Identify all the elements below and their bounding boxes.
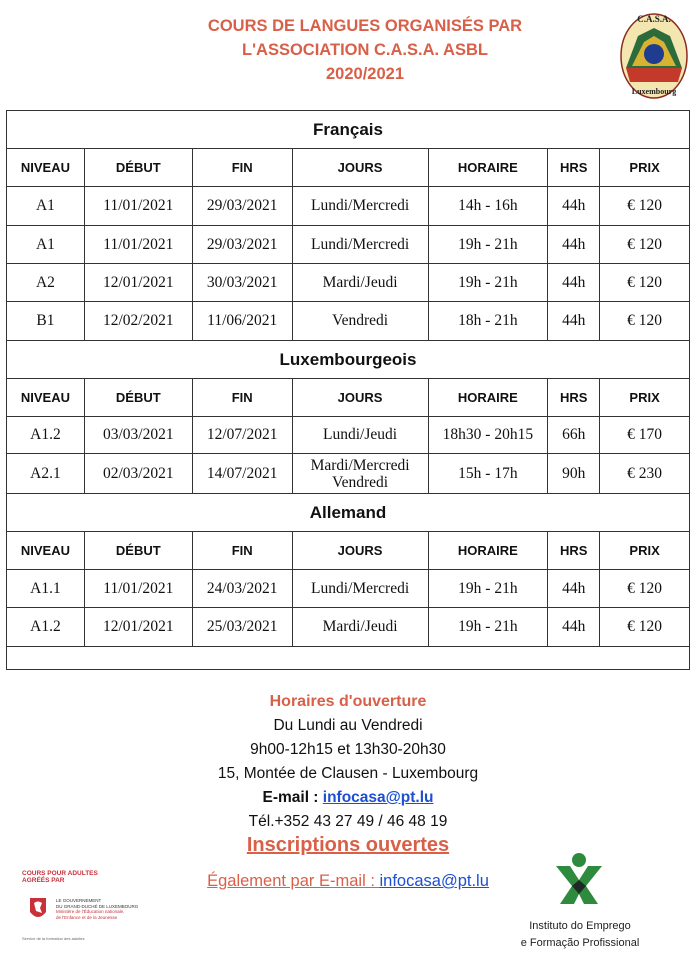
cell-jours-line-1: Mardi/Mercredi (310, 456, 410, 474)
cell-niveau: B1 (7, 302, 85, 341)
casa-logo (618, 8, 690, 100)
col-fin: FIN (192, 532, 292, 570)
cell-debut: 02/03/2021 (84, 454, 192, 494)
col-debut: DÉBUT (84, 149, 192, 187)
table-row (7, 264, 690, 302)
email-label: E-mail : (262, 789, 323, 806)
section-title-francais: Français (7, 111, 690, 149)
col-hrs: HRS (548, 149, 600, 187)
title-line-3: 2020/2021 (326, 65, 404, 83)
cell-horaire: 19h - 21h (428, 608, 548, 647)
cell-debut: 03/03/2021 (84, 417, 192, 454)
government-text (56, 898, 138, 920)
casa-logo-text: C.A.S.A. (637, 14, 671, 24)
col-debut: DÉBUT (84, 379, 192, 417)
cell-prix: € 120 (600, 226, 690, 264)
cell-prix: € 230 (600, 454, 690, 494)
table-row (7, 608, 690, 647)
cell-prix: € 120 (600, 187, 690, 226)
adult-courses-line-2: AGRÉÉS PAR (22, 877, 65, 884)
cell-jours (292, 454, 428, 494)
col-niveau: NIVEAU (7, 532, 85, 570)
cell-debut: 12/02/2021 (84, 302, 192, 341)
iefp-name (500, 918, 660, 952)
table-row (7, 187, 690, 226)
cell-niveau: A1 (7, 187, 85, 226)
gov-line-1: LE GOUVERNEMENT (56, 898, 102, 903)
also-email-label: Également par E-mail : (207, 872, 380, 890)
col-debut: DÉBUT (84, 532, 192, 570)
col-niveau: NIVEAU (7, 149, 85, 187)
cell-horaire: 18h - 21h (428, 302, 548, 341)
email-line (120, 786, 576, 810)
col-niveau: NIVEAU (7, 379, 85, 417)
cell-fin: 14/07/2021 (192, 454, 292, 494)
opening-days: Du Lundi au Vendredi (273, 717, 423, 734)
cell-niveau: A1.2 (7, 417, 85, 454)
cell-prix: € 170 (600, 417, 690, 454)
col-fin: FIN (192, 379, 292, 417)
cell-jours: Lundi/Mercredi (292, 187, 428, 226)
cell-debut: 11/01/2021 (84, 226, 192, 264)
allemand-table (6, 493, 690, 647)
cell-horaire: 14h - 16h (428, 187, 548, 226)
table-row (7, 302, 690, 341)
iefp-logo-icon (548, 848, 610, 910)
col-jours: JOURS (292, 149, 428, 187)
col-jours: JOURS (292, 379, 428, 417)
gov-line-3: Ministère de l'Éducation nationale, (56, 909, 125, 914)
cell-jours: Mardi/Jeudi (292, 264, 428, 302)
table-row (7, 570, 690, 608)
cell-hrs: 44h (548, 264, 600, 302)
section-title-luxembourgeois: Luxembourgeois (7, 341, 690, 379)
cell-horaire: 19h - 21h (428, 264, 548, 302)
cell-debut: 12/01/2021 (84, 608, 192, 647)
cell-jours: Lundi/Mercredi (292, 570, 428, 608)
cell-niveau: A1.2 (7, 608, 85, 647)
title-line-1: COURS DE LANGUES ORGANISÉS PAR (207, 17, 523, 35)
cell-jours: Mardi/Jeudi (292, 608, 428, 647)
cell-niveau: A1 (7, 226, 85, 264)
cell-hrs: 90h (548, 454, 600, 494)
cell-prix: € 120 (600, 570, 690, 608)
gov-line-2: DU GRAND-DUCHÉ DE LUXEMBOURG (56, 903, 139, 909)
cell-niveau: A1.1 (7, 570, 85, 608)
adult-courses-line-1: COURS POUR ADULTES (22, 870, 98, 877)
col-horaire: HORAIRE (428, 149, 548, 187)
lion-crest-icon (26, 894, 50, 924)
cell-hrs: 66h (548, 417, 600, 454)
cell-jours: Vendredi (292, 302, 428, 341)
cell-horaire: 18h30 - 20h15 (428, 417, 548, 454)
cell-fin: 12/07/2021 (192, 417, 292, 454)
table-row (7, 226, 690, 264)
cell-fin: 30/03/2021 (192, 264, 292, 302)
cell-prix: € 120 (600, 608, 690, 647)
francais-table (6, 110, 690, 341)
phone: Tél.+352 43 27 49 / 46 48 19 (248, 813, 448, 830)
cell-niveau: A2.1 (7, 454, 85, 494)
cell-hrs: 44h (548, 187, 600, 226)
address: 15, Montée de Clausen - Luxembourg (217, 765, 479, 782)
cell-jours: Lundi/Jeudi (292, 417, 428, 454)
cell-prix: € 120 (600, 302, 690, 341)
casa-logo-location: Luxembourg (631, 87, 677, 96)
cell-jours-line-2: Vendredi (332, 473, 389, 491)
cell-horaire: 15h - 17h (428, 454, 548, 494)
contact-info (120, 690, 576, 834)
col-prix: PRIX (600, 379, 690, 417)
opening-times: 9h00-12h15 et 13h30-20h30 (250, 741, 446, 758)
cell-hrs: 44h (548, 302, 600, 341)
also-email-link[interactable]: infocasa@pt.lu (379, 872, 489, 890)
section-title-allemand: Allemand (7, 494, 690, 532)
col-prix: PRIX (600, 532, 690, 570)
adult-courses-label (22, 870, 172, 884)
cell-debut: 11/01/2021 (84, 187, 192, 226)
also-email-line (120, 872, 576, 891)
cell-debut: 12/01/2021 (84, 264, 192, 302)
cell-prix: € 120 (600, 264, 690, 302)
col-horaire: HORAIRE (428, 379, 548, 417)
cell-horaire: 19h - 21h (428, 570, 548, 608)
col-prix: PRIX (600, 149, 690, 187)
document-title (150, 14, 580, 86)
cell-fin: 11/06/2021 (192, 302, 292, 341)
cell-jours: Lundi/Mercredi (292, 226, 428, 264)
gov-subtitle: Service de la formation des adultes (22, 936, 85, 941)
gov-line-4: de l'Enfance et de la Jeunesse (56, 914, 118, 920)
cell-hrs: 44h (548, 608, 600, 647)
government-logo (22, 870, 172, 950)
inscriptions-open: Inscriptions ouvertes (246, 834, 450, 856)
email-link[interactable]: infocasa@pt.lu (322, 789, 434, 806)
title-line-2: L'ASSOCIATION C.A.S.A. ASBL (242, 41, 488, 59)
table-header-row (7, 379, 690, 417)
table-header-row (7, 149, 690, 187)
cell-horaire: 19h - 21h (428, 226, 548, 264)
col-hrs: HRS (548, 379, 600, 417)
table-row (7, 454, 690, 494)
cell-fin: 29/03/2021 (192, 226, 292, 264)
luxembourgeois-table (6, 340, 690, 494)
cell-niveau: A2 (7, 264, 85, 302)
col-horaire: HORAIRE (428, 532, 548, 570)
cell-fin: 29/03/2021 (192, 187, 292, 226)
cell-hrs: 44h (548, 226, 600, 264)
opening-hours-title: Horaires d'ouverture (269, 693, 427, 710)
iefp-line-1: Instituto do Emprego (529, 920, 631, 932)
cell-debut: 11/01/2021 (84, 570, 192, 608)
table-header-row (7, 532, 690, 570)
cell-fin: 25/03/2021 (192, 608, 292, 647)
iefp-line-2: e Formação Profissional (520, 937, 640, 949)
col-hrs: HRS (548, 532, 600, 570)
cell-hrs: 44h (548, 570, 600, 608)
col-jours: JOURS (292, 532, 428, 570)
col-fin: FIN (192, 149, 292, 187)
cell-fin: 24/03/2021 (192, 570, 292, 608)
table-row (7, 417, 690, 454)
